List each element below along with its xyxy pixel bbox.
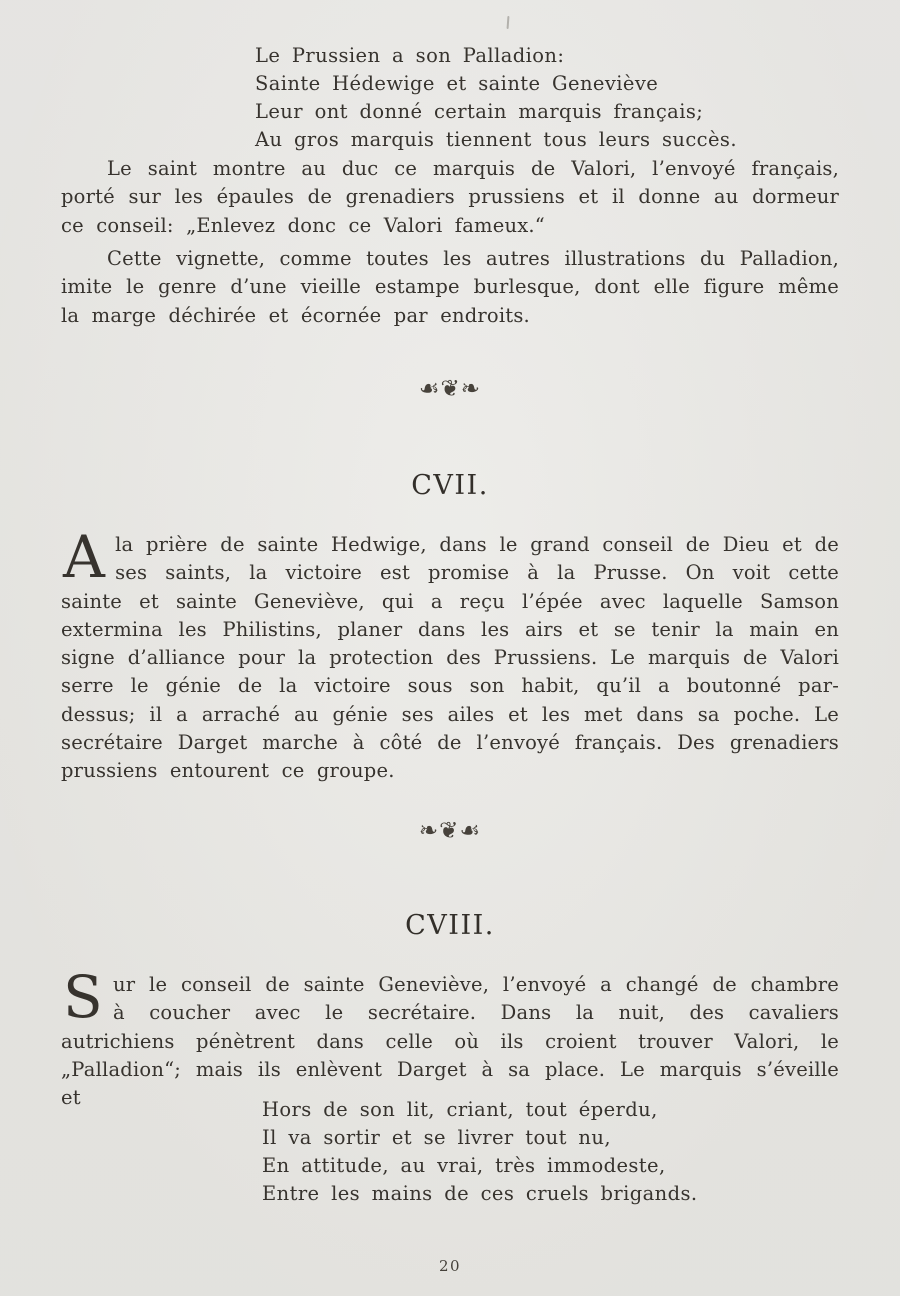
paragraph-vignette-style: Cette vignette, comme toutes les autres illustrations du Palladion, imite le genre d’une vieille estampe burlesque, dont elle figure même la marge déchirée et écornée par endroits. [61,247,839,327]
chapter-heading-cviii: CVIII. [405,910,495,941]
verse-line: En attitude, au vrai, très immodeste, [262,1154,666,1177]
page-number: 20 [438,1257,462,1275]
verse-quote-top [255,42,737,154]
verse-quote-bottom [262,1096,697,1208]
dropcap-letter-s: S [63,963,103,1031]
verse-line: Leur ont donné certain marquis français; [255,100,704,123]
paragraph-vignette-intro: Le saint montre au duc ce marquis de Valori, l’envoyé français, porté sur les épaules de grenadiers prussiens et il donne au dormeur ce conseil: „Enlevez donc ce Valori fameux.“ [61,157,839,237]
chapter-heading-cvii: CVII. [411,470,489,501]
verse-line: Au gros marquis tiennent tous leurs succès. [255,128,737,151]
fleuron-ornament-icon: ☙❦❧ [418,376,482,402]
paragraph-cviii-text: ur le conseil de sainte Geneviève, l’envoyé a changé de chambre à coucher avec le secrétaire. Dans la nuit, des cavaliers autrichiens pénètrent dans celle où ils croient trouver Valori, le „Palladion“; mais ils enlèvent Darget à sa place. Le marquis s’éveille et [61,973,839,1110]
dropcap-letter-a: A [63,523,106,591]
verse-line: Hors de son lit, criant, tout éperdu, [262,1098,658,1121]
fleuron-ornament-icon: ❧❦☙ [418,818,482,844]
paragraph-chapter-cviii [61,963,839,1112]
verse-line: Il va sortir et se livrer tout nu, [262,1126,611,1149]
paragraph-chapter-cvii [61,523,839,786]
scan-artifact-mark [507,16,510,29]
paragraph-cvii-text: la prière de sainte Hedwige, dans le grand conseil de Dieu et de ses saints, la victoire est promise à la Prusse. On voit cette sainte et sainte Geneviève, qui a reçu l’épée avec laquelle Samson extermina les Philistins, planer dans les airs et se tenir la main en signe d’alliance pour la protection des Prussiens. Le marquis de Valori serre le génie de la victoire sous son habit, qu’il a boutonné par-dessus; il a arraché au génie ses ailes et les met dans sa poche. Le secrétaire Darget marche à côté de l’envoyé français. Des grenadiers prussiens entourent ce groupe. [61,533,839,783]
verse-line: Le Prussien a son Palladion: [255,44,565,67]
verse-line: Entre les mains de ces cruels brigands. [262,1182,698,1205]
verse-line: Sainte Hédewige et sainte Geneviève [255,72,659,95]
